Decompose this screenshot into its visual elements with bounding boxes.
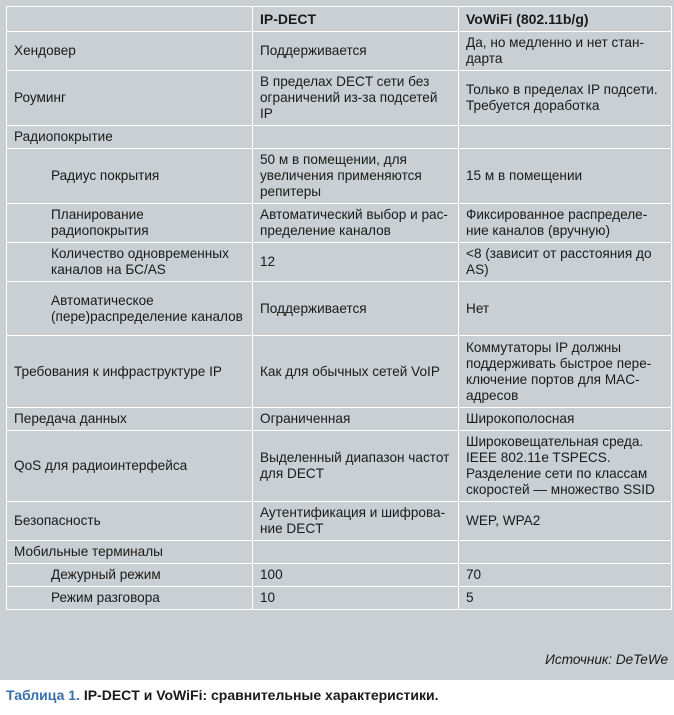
row-label: Передача данных [7,408,253,431]
header-empty-cell [7,7,253,32]
table-caption [6,687,439,703]
comparison-table [6,6,672,610]
table-row [7,149,672,204]
table-row [7,243,672,282]
section-row [7,126,672,149]
vowifi-cell: WEP, WPA2 [459,502,672,541]
row-label: Безопасность [7,502,253,541]
ip-dect-cell: В пределах DECT сети без ограничений из-за подсетей IP [253,71,459,126]
vowifi-cell: Фиксированное распределе-ние каналов (вручную) [459,204,672,243]
vowifi-cell: Да, но медленно и нет стан-дарта [459,32,672,71]
ip-dect-cell [253,541,459,564]
vowifi-cell: 15 м в помещении [459,149,672,204]
vowifi-cell: Нет [459,282,672,336]
row-label: Роуминг [7,71,253,126]
table-row [7,282,672,336]
header-vowifi: VoWiFi (802.11b/g) [459,7,672,32]
vowifi-cell: 70 [459,564,672,587]
ip-dect-cell: Поддерживается [253,282,459,336]
row-label: QoS для радиоинтерфейса [7,431,253,502]
ip-dect-cell: Автоматический выбор и рас-пределение каналов [253,204,459,243]
vowifi-cell [459,541,672,564]
vowifi-cell [459,126,672,149]
vowifi-cell: 5 [459,587,672,610]
table-row [7,336,672,408]
row-label: Требования к инфраструктуре IP [7,336,253,408]
table-row [7,408,672,431]
ip-dect-cell: 12 [253,243,459,282]
caption-label: Таблица 1. [6,687,80,703]
table-row [7,502,672,541]
vowifi-cell: Широкополосная [459,408,672,431]
table-header-row [7,7,672,32]
ip-dect-cell: Выделенный диапазон частот для DECT [253,431,459,502]
header-ip-dect: IP-DECT [253,7,459,32]
table-row [7,564,672,587]
table-row [7,71,672,126]
caption-text: IP-DECT и VoWiFi: сравнительные характеристики. [83,687,439,703]
table-row [7,587,672,610]
ip-dect-cell: 10 [253,587,459,610]
ip-dect-cell: Поддерживается [253,32,459,71]
table-row [7,431,672,502]
row-label: Планирование радиопокрытия [7,204,253,243]
ip-dect-cell: 100 [253,564,459,587]
row-label: Режим разговора [7,587,253,610]
table-row [7,204,672,243]
row-label: Мобильные терминалы [7,541,253,564]
row-label: Дежурный режим [7,564,253,587]
vowifi-cell: <8 (зависит от расстояния до AS) [459,243,672,282]
vowifi-cell: Широковещательная среда. IEEE 802.11e TSPECS. Разделение сети по классам скоростей — множество SSID [459,431,672,502]
row-label: Радиопокрытие [7,126,253,149]
ip-dect-cell: Как для обычных сетей VoIP [253,336,459,408]
vowifi-cell: Только в пределах IP подсети. Требуется доработка [459,71,672,126]
table-body [7,32,672,610]
ip-dect-cell: Ограниченная [253,408,459,431]
vowifi-cell: Коммутаторы IP должны поддерживать быстрое пере-ключение портов для MAC-адресов [459,336,672,408]
row-label: Хендовер [7,32,253,71]
table-row [7,32,672,71]
row-label: Автоматическое (пере)распределение каналов [7,282,253,336]
source-note: Источник: DeTeWe [545,652,668,667]
ip-dect-cell [253,126,459,149]
section-row [7,541,672,564]
ip-dect-cell: 50 м в помещении, для увеличения применяются репитеры [253,149,459,204]
ip-dect-cell: Аутентификация и шифрова-ние DECT [253,502,459,541]
row-label: Радиус покрытия [7,149,253,204]
row-label: Количество одновременных каналов на БС/AS [7,243,253,282]
